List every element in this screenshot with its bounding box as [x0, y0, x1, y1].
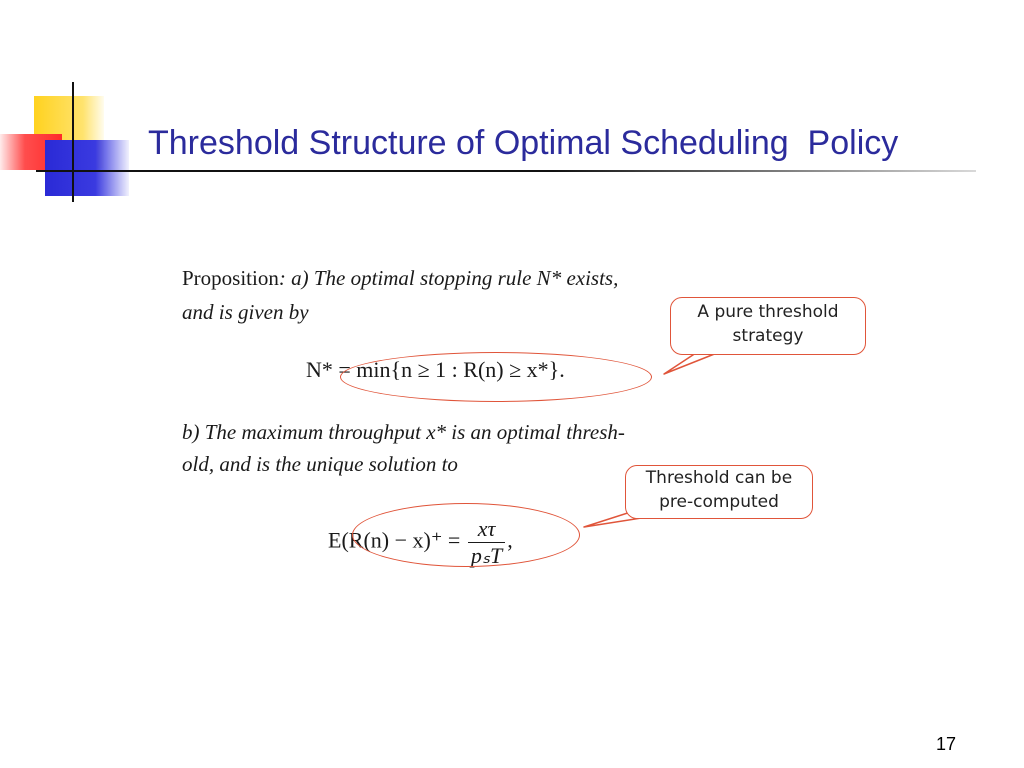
proposition-part-a-text: : a) The optimal stopping rule N* exists,: [278, 266, 619, 290]
callout-precomputed: [625, 465, 813, 519]
callout-2-line-2: pre-computed: [659, 492, 779, 512]
proposition-part-b-line-2: old, and is the unique solution to: [182, 452, 458, 476]
callout-2-line-1: Threshold can be: [645, 468, 793, 488]
highlight-ellipse-solution: [352, 503, 580, 567]
equation-stopping-rule: N* = min{n ≥ 1 : R(n) ≥ x*}.: [306, 357, 565, 382]
callout-1-line-1: A pure threshold: [697, 302, 839, 322]
title-underline: [36, 170, 976, 172]
callout-1-line-2: strategy: [732, 326, 804, 346]
proposition-line-2: and is given by: [182, 300, 309, 324]
callout-threshold-strategy: [670, 297, 866, 355]
equation-throughput-comma: ,: [507, 527, 513, 553]
decor-vertical-line: [72, 82, 74, 202]
proposition-line-1: [182, 266, 618, 291]
proposition-label: Proposition: [182, 266, 279, 290]
page-number: 17: [936, 734, 957, 754]
equation-throughput-lhs: E(R(n) − x)⁺ =: [328, 527, 461, 553]
decor-blue-square: [45, 140, 129, 196]
slide-title: Threshold Structure of Optimal Scheduling Policy: [148, 124, 899, 162]
proposition-part-b-line-1: b) The maximum throughput x* is an optimal thresh-: [182, 420, 625, 444]
highlight-ellipse-threshold: [340, 352, 652, 402]
fraction-denominator: pₛT: [470, 543, 503, 568]
fraction-numerator: xτ: [468, 516, 505, 543]
